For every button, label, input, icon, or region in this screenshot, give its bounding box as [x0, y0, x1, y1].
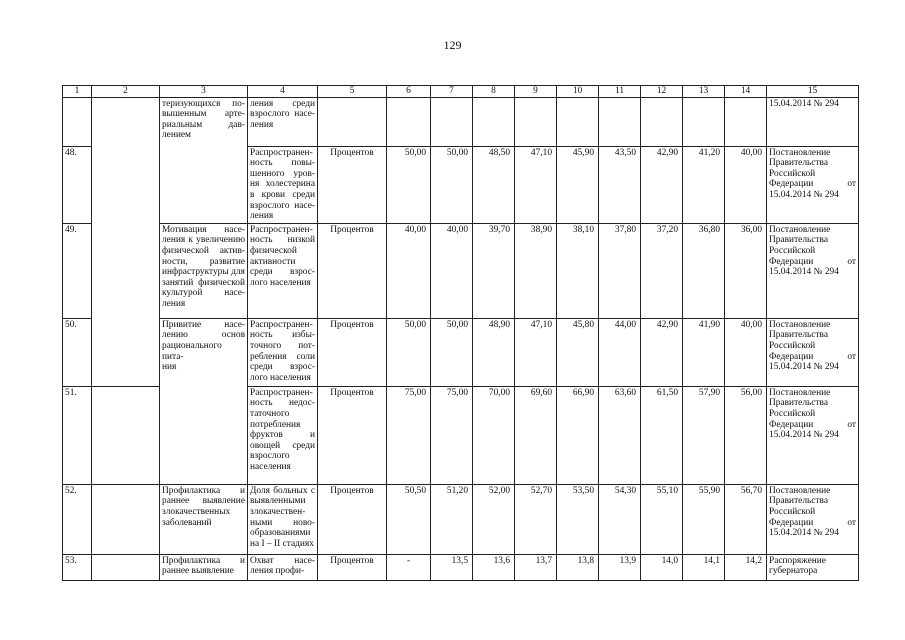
cell-line: рационального пита-	[162, 340, 222, 362]
table-row-continued	[63, 97, 859, 146]
cell-value: 40,00	[725, 318, 767, 386]
cell-line: среди взрос-	[250, 267, 315, 278]
cell-line: ными ново-	[250, 517, 315, 528]
column-number-row	[63, 86, 859, 98]
cell-unit: Процентов	[318, 318, 387, 386]
column-header: 15	[767, 86, 859, 98]
cell-line: 15.04.2014 № 294	[769, 528, 839, 539]
cell-value: 50,00	[431, 318, 473, 386]
cell-line: злокачественных	[162, 506, 231, 517]
row-number: 50.	[63, 318, 92, 386]
cell-value: 39,70	[473, 223, 515, 318]
cell-document	[767, 146, 859, 223]
cell-line: взрослого насе-	[250, 109, 315, 120]
cell-line: 15.04.2014 № 294	[769, 189, 839, 200]
cell-value: 66,90	[557, 386, 599, 484]
cell-line: ности, развитие	[162, 256, 245, 267]
column-header: 1	[63, 86, 92, 98]
cell-line: Мотивация насе-	[162, 224, 245, 235]
cell-value: 42,90	[641, 318, 683, 386]
cell-value: 14,0	[641, 554, 683, 580]
cell-value: 45,80	[557, 318, 599, 386]
column-header: 6	[387, 86, 431, 98]
cell-measure	[160, 318, 248, 484]
cell-line: раннее выявление	[162, 496, 245, 507]
cell-value: 69,60	[515, 386, 557, 484]
cell-value: 42,90	[641, 146, 683, 223]
cell-line: взрослого	[250, 451, 290, 462]
cell-line: ня холестерина	[250, 179, 315, 190]
cell-value: 55,10	[641, 484, 683, 554]
cell-value: 47,10	[515, 318, 557, 386]
cell-unit: Процентов	[318, 223, 387, 318]
cell-line: Российской	[769, 168, 816, 179]
cell-empty	[92, 554, 160, 580]
cell-value: 52,70	[515, 484, 557, 554]
cell-value: 50,00	[431, 146, 473, 223]
cell-empty	[92, 97, 160, 386]
cell-line: лого населения	[250, 372, 311, 383]
cell-line: активности	[250, 256, 296, 267]
cell-unit: Процентов	[318, 386, 387, 484]
cell-indicator	[248, 484, 318, 554]
cell-empty	[387, 97, 431, 146]
cell-line: среди взрос-	[250, 362, 315, 373]
cell-line: населения	[250, 461, 291, 472]
cell-line: взрослого насе-	[250, 200, 315, 211]
cell-line: Распространен-	[250, 319, 313, 330]
cell-empty	[473, 97, 515, 146]
row-number: 52.	[63, 484, 92, 554]
cell-line: Постановление	[769, 387, 831, 398]
cell-document	[767, 386, 859, 484]
cell-value: 36,80	[683, 223, 725, 318]
cell-indicator	[248, 386, 318, 484]
cell-document	[767, 484, 859, 554]
cell-line: ления	[250, 211, 274, 222]
cell-line: культурой насе-	[162, 288, 245, 299]
cell-document	[767, 97, 859, 146]
column-header: 7	[431, 86, 473, 98]
cell-line: овощей среди	[250, 440, 315, 451]
cell-line: Правительства	[769, 330, 828, 341]
cell-empty	[515, 97, 557, 146]
cell-line: в крови среди	[250, 189, 315, 200]
cell-value: 40,00	[387, 223, 431, 318]
cell-value: 40,00	[431, 223, 473, 318]
cell-unit: Процентов	[318, 554, 387, 580]
cell-line: ребления соли	[250, 351, 315, 362]
column-header: 11	[599, 86, 641, 98]
cell-line: Российской	[769, 408, 816, 419]
cell-value: 54,30	[599, 484, 641, 554]
cell-line: ления среди	[250, 98, 315, 109]
cell-line: ления профи-	[250, 566, 305, 577]
cell-value: 13,8	[557, 554, 599, 580]
cell-empty	[641, 97, 683, 146]
cell-line: 15.04.2014 № 294	[769, 362, 839, 373]
cell-value: 13,5	[431, 554, 473, 580]
cell-value: 51,20	[431, 484, 473, 554]
cell-value: 75,00	[387, 386, 431, 484]
cell-unit: Процентов	[318, 146, 387, 223]
cell-value: 14,2	[725, 554, 767, 580]
cell-indicator	[248, 97, 318, 146]
cell-line: Распространен-	[250, 147, 313, 158]
cell-line: Федерации от	[769, 179, 856, 190]
cell-value: 13,9	[599, 554, 641, 580]
cell-line: заболеваний	[162, 517, 212, 528]
column-header: 4	[248, 86, 318, 98]
cell-empty	[431, 97, 473, 146]
cell-line: злокачествен-	[250, 506, 306, 517]
cell-indicator	[248, 554, 318, 580]
cell-line: Правительства	[769, 235, 828, 246]
page-number: 129	[443, 38, 462, 52]
cell-line: фруктов и	[250, 430, 315, 441]
cell-line: Федерации от	[769, 517, 856, 528]
cell-line: физической актив-	[162, 245, 245, 256]
cell-value: -	[387, 554, 431, 580]
column-header: 2	[92, 86, 160, 98]
cell-value: 41,20	[683, 146, 725, 223]
cell-document	[767, 554, 859, 580]
cell-line: Федерации от	[769, 351, 856, 362]
cell-line: Распространен-	[250, 387, 313, 398]
column-header: 9	[515, 86, 557, 98]
cell-value: 14,1	[683, 554, 725, 580]
cell-line: Правительства	[769, 496, 828, 507]
cell-line: ния	[162, 362, 177, 373]
row-number: 51.	[63, 386, 92, 484]
cell-value: 56,70	[725, 484, 767, 554]
cell-unit: Процентов	[318, 484, 387, 554]
cell-value: 13,7	[515, 554, 557, 580]
cell-line: Доля больных с	[250, 485, 315, 496]
cell-line: ления	[162, 298, 186, 309]
cell-line: риальным дав-	[162, 119, 245, 130]
cell-line: Российской	[769, 506, 816, 517]
cell-value: 63,60	[599, 386, 641, 484]
cell-line: ность недос-	[250, 398, 315, 409]
cell-line: Постановление	[769, 147, 831, 158]
cell-line: 15.04.2014 № 294	[769, 430, 839, 441]
cell-value: 37,20	[641, 223, 683, 318]
cell-value: 36,00	[725, 223, 767, 318]
cell-empty	[92, 386, 160, 484]
cell-line: Постановление	[769, 224, 831, 235]
cell-indicator	[248, 318, 318, 386]
cell-value: 48,90	[473, 318, 515, 386]
cell-value: 37,80	[599, 223, 641, 318]
cell-line: лению основ	[162, 330, 245, 341]
cell-line: точного пот-	[250, 340, 315, 351]
row-number: 49.	[63, 223, 92, 318]
cell-empty	[725, 97, 767, 146]
cell-line: ления	[250, 119, 274, 130]
cell-measure	[160, 554, 248, 580]
table-row	[63, 318, 859, 386]
cell-line: ность низкой	[250, 235, 315, 246]
cell-line: Профилактика и	[162, 555, 245, 566]
cell-line: занятий физической	[162, 277, 245, 288]
column-header: 8	[473, 86, 515, 98]
cell-line: Правительства	[769, 158, 828, 169]
cell-line: физической	[250, 245, 297, 256]
cell-value: 48,50	[473, 146, 515, 223]
cell-value: 38,10	[557, 223, 599, 318]
cell-document	[767, 318, 859, 386]
cell-line: Постановление	[769, 485, 831, 496]
cell-line: Распоряжение	[769, 555, 826, 566]
cell-line: ность избы-	[250, 330, 315, 341]
table-row	[63, 554, 859, 580]
indicators-table	[62, 85, 859, 581]
cell-value: 50,00	[387, 318, 431, 386]
cell-line: 15.04.2014 № 294	[769, 98, 839, 109]
cell-line: Охват насе-	[250, 555, 315, 566]
cell-empty	[318, 97, 387, 146]
cell-line: вышенным арте-	[162, 109, 245, 120]
cell-line: образованиями	[250, 528, 311, 539]
row-number: 53.	[63, 554, 92, 580]
cell-line: таточного	[250, 408, 290, 419]
table-row	[63, 484, 859, 554]
cell-line: ления к увеличению	[162, 235, 245, 246]
cell-value: 41,90	[683, 318, 725, 386]
cell-line: шенного уров-	[250, 168, 315, 179]
cell-line: Российской	[769, 245, 816, 256]
cell-line: Привитие насе-	[162, 319, 245, 330]
cell-line: лением	[162, 130, 191, 141]
cell-value: 50,00	[387, 146, 431, 223]
cell-line: лого населения	[250, 277, 311, 288]
cell-line: выявленными	[250, 496, 306, 507]
cell-measure	[160, 484, 248, 554]
cell-empty	[599, 97, 641, 146]
cell-value: 44,00	[599, 318, 641, 386]
cell-line: инфраструктуры для	[162, 267, 245, 278]
cell-line: потребления	[250, 419, 301, 430]
cell-line: Распространен-	[250, 224, 313, 235]
cell-value: 70,00	[473, 386, 515, 484]
cell-measure	[160, 97, 248, 223]
cell-value: 61,50	[641, 386, 683, 484]
cell-line: Правительства	[769, 398, 828, 409]
cell-line: на I – II стадиях	[250, 538, 314, 549]
cell-value: 52,00	[473, 484, 515, 554]
cell-num	[63, 97, 92, 146]
cell-value: 38,90	[515, 223, 557, 318]
cell-line: Федерации от	[769, 419, 856, 430]
cell-value: 43,50	[599, 146, 641, 223]
column-header: 14	[725, 86, 767, 98]
cell-indicator	[248, 146, 318, 223]
column-header: 5	[318, 86, 387, 98]
cell-document	[767, 223, 859, 318]
cell-value: 55,90	[683, 484, 725, 554]
column-header: 10	[557, 86, 599, 98]
table-row	[63, 223, 859, 318]
column-header: 12	[641, 86, 683, 98]
cell-line: раннее выявление	[162, 566, 234, 577]
cell-measure	[160, 223, 248, 318]
cell-value: 47,10	[515, 146, 557, 223]
cell-value: 40,00	[725, 146, 767, 223]
cell-line: теризующихся по-	[162, 98, 245, 109]
cell-line: 15.04.2014 № 294	[769, 267, 839, 278]
row-number: 48.	[63, 146, 92, 223]
cell-indicator	[248, 223, 318, 318]
cell-line: губернатора	[769, 566, 818, 577]
column-header: 13	[683, 86, 725, 98]
cell-value: 57,90	[683, 386, 725, 484]
cell-line: Профилактика и	[162, 485, 245, 496]
cell-line: Российской	[769, 340, 816, 351]
cell-value: 45,90	[557, 146, 599, 223]
cell-line: Федерации от	[769, 256, 856, 267]
cell-value: 53,50	[557, 484, 599, 554]
cell-value: 56,00	[725, 386, 767, 484]
cell-line: ность повы-	[250, 158, 315, 169]
cell-value: 13,6	[473, 554, 515, 580]
cell-line: Постановление	[769, 319, 831, 330]
cell-value: 75,00	[431, 386, 473, 484]
column-header: 3	[160, 86, 248, 98]
cell-empty	[683, 97, 725, 146]
cell-empty	[92, 484, 160, 554]
cell-empty	[557, 97, 599, 146]
cell-value: 50,50	[387, 484, 431, 554]
